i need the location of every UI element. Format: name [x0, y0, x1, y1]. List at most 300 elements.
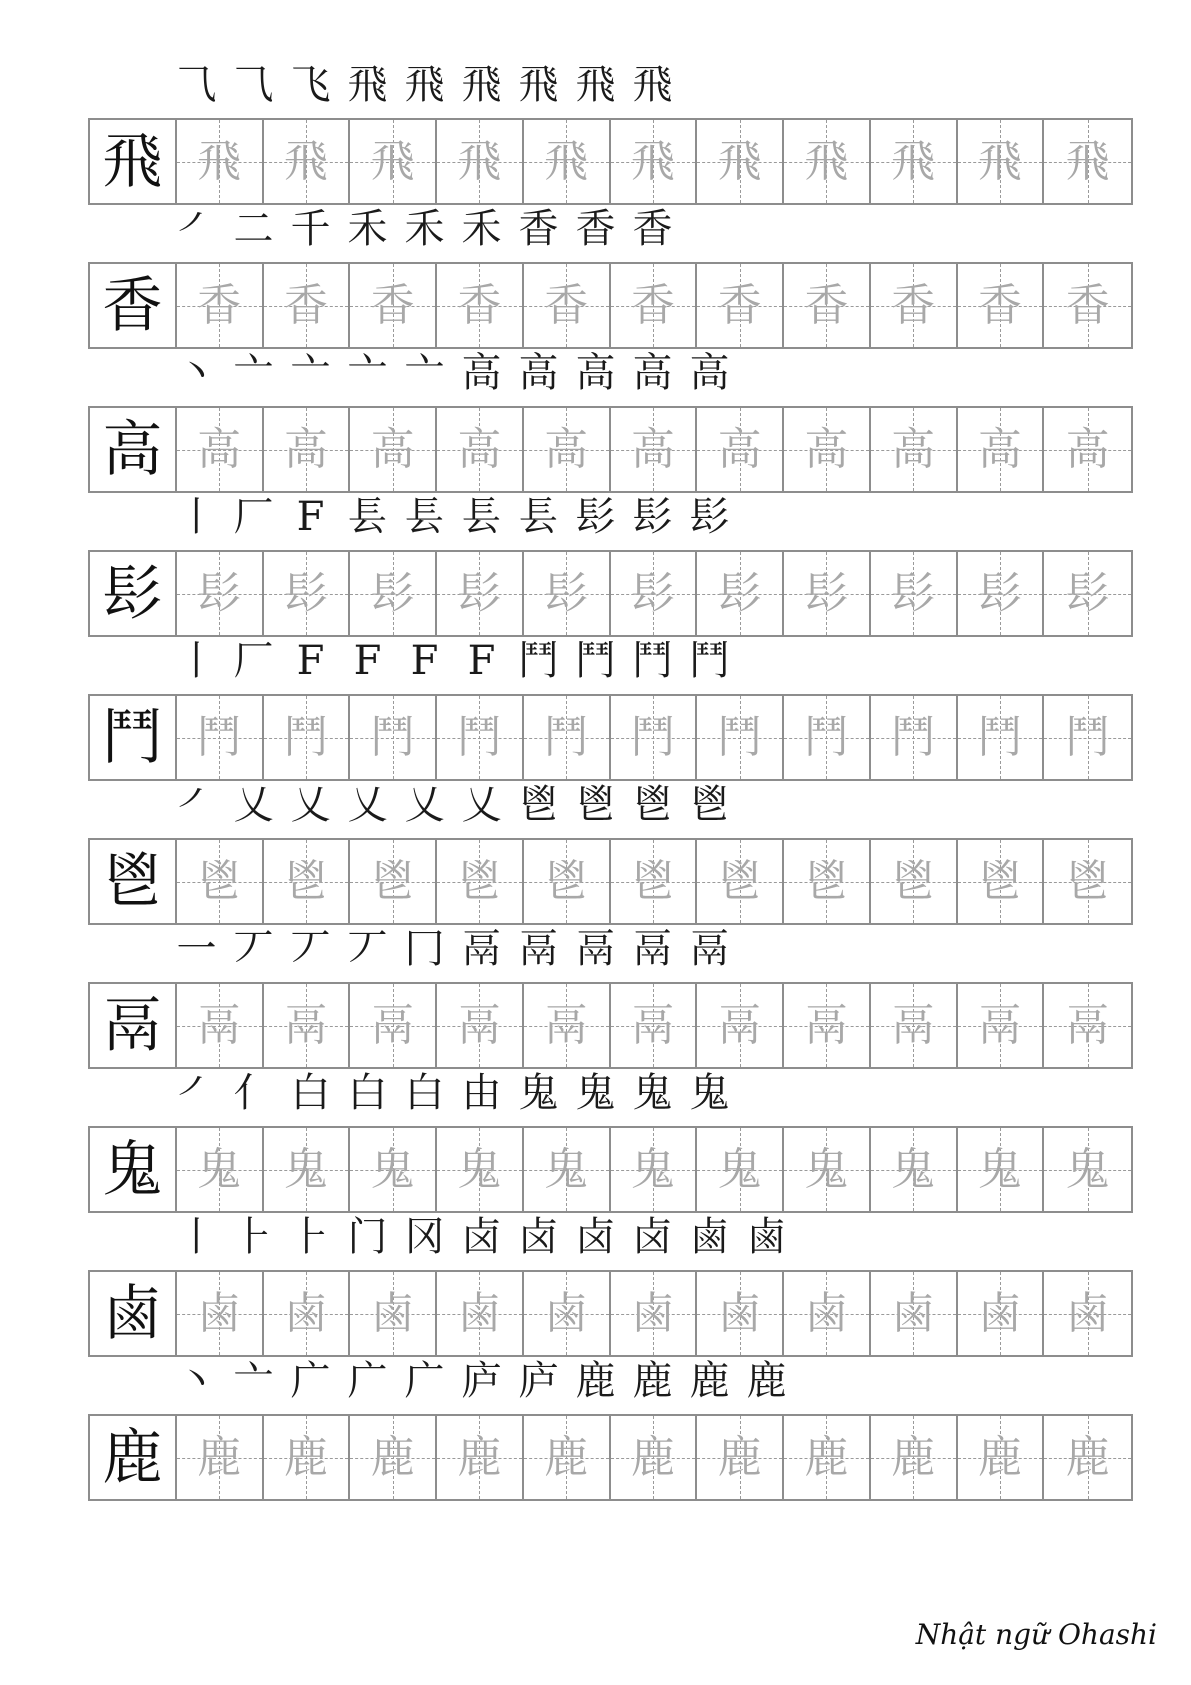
trace-cell	[264, 696, 351, 779]
trace-character: 鬼	[457, 1143, 502, 1195]
stroke-step: 亠	[233, 350, 274, 396]
trace-character: 鬥	[891, 711, 936, 763]
trace-cell	[611, 696, 698, 779]
practice-grid	[88, 118, 1133, 205]
trace-cell	[437, 984, 524, 1067]
trace-cell	[958, 408, 1045, 491]
trace-cell	[697, 552, 784, 635]
trace-cell	[697, 1128, 784, 1211]
trace-character: 鬥	[717, 711, 762, 763]
trace-character: 鬲	[544, 999, 589, 1051]
trace-cell	[524, 840, 611, 923]
trace-character: 鬼	[1065, 1143, 1110, 1195]
trace-character: 髟	[283, 567, 328, 619]
stroke-step: 飛	[575, 62, 616, 108]
stroke-step: 卤	[632, 1214, 673, 1260]
trace-character: 鹵	[1065, 1287, 1110, 1339]
trace-cell	[437, 264, 524, 347]
trace-character: 鬯	[370, 855, 415, 907]
trace-cell	[177, 1272, 264, 1355]
trace-character: 鹿	[544, 1431, 589, 1483]
trace-character: 香	[1065, 279, 1110, 331]
stroke-step: 丶	[176, 350, 217, 396]
trace-character: 鬼	[891, 1143, 936, 1195]
trace-character: 髟	[977, 567, 1022, 619]
trace-cell	[784, 120, 871, 203]
trace-character: 高	[804, 423, 849, 475]
trace-cell	[524, 264, 611, 347]
trace-cell	[784, 1128, 871, 1211]
trace-character: 飛	[544, 135, 589, 187]
trace-character: 高	[630, 423, 675, 475]
trace-character: 鬯	[630, 855, 675, 907]
trace-cell	[871, 1272, 958, 1355]
trace-cell	[958, 552, 1045, 635]
trace-cell	[524, 408, 611, 491]
trace-cell	[177, 840, 264, 923]
stroke-step: 厂	[233, 494, 274, 540]
stroke-order-row	[168, 920, 738, 978]
stroke-order-row	[168, 200, 681, 258]
trace-character: 鹵	[197, 1287, 242, 1339]
trace-cell	[784, 264, 871, 347]
stroke-step: ㇒	[176, 206, 217, 252]
trace-character: 鬲	[457, 999, 502, 1051]
stroke-step: 鬥	[518, 638, 559, 684]
trace-cell	[611, 840, 698, 923]
stroke-order-row	[168, 776, 738, 834]
stroke-step: F	[296, 638, 325, 684]
stroke-step: 飛	[461, 62, 502, 108]
stroke-step: 髟	[632, 494, 673, 540]
trace-cell	[264, 1128, 351, 1211]
trace-character: 鹿	[283, 1431, 328, 1483]
trace-cell	[177, 408, 264, 491]
trace-cell	[871, 1128, 958, 1211]
model-character-cell	[90, 552, 177, 635]
model-character: 鹿	[102, 1422, 163, 1493]
trace-character: 飛	[197, 135, 242, 187]
trace-cell	[871, 984, 958, 1067]
trace-cell	[871, 1416, 958, 1499]
trace-character: 鬲	[1065, 999, 1110, 1051]
trace-cell	[697, 984, 784, 1067]
trace-character: 高	[717, 423, 762, 475]
stroke-step: 乂	[347, 782, 388, 828]
stroke-step: F	[296, 494, 325, 540]
stroke-step: 高	[575, 350, 616, 396]
trace-character: 髟	[717, 567, 762, 619]
trace-character: 鬲	[370, 999, 415, 1051]
trace-character: 香	[804, 279, 849, 331]
trace-cell	[437, 120, 524, 203]
trace-character: 鬯	[977, 855, 1022, 907]
trace-cell	[437, 1272, 524, 1355]
stroke-step: 千	[290, 206, 331, 252]
stroke-step: 乂	[290, 782, 331, 828]
trace-character: 髟	[630, 567, 675, 619]
stroke-step: 香	[575, 206, 616, 252]
trace-cell	[611, 264, 698, 347]
stroke-step: 鬲	[575, 926, 616, 972]
stroke-step: 鬲	[461, 926, 502, 972]
trace-character: 高	[370, 423, 415, 475]
trace-cell	[177, 120, 264, 203]
trace-character: 飛	[717, 135, 762, 187]
trace-cell	[264, 840, 351, 923]
trace-character: 鬥	[544, 711, 589, 763]
character-block	[88, 770, 1133, 926]
trace-cell	[177, 696, 264, 779]
trace-character: 鹿	[630, 1431, 675, 1483]
stroke-order-row	[168, 1064, 738, 1122]
stroke-step: 亻	[233, 1070, 274, 1116]
practice-grid	[88, 406, 1133, 493]
stroke-step: 鬯	[632, 782, 673, 828]
stroke-step: 鬥	[575, 638, 616, 684]
stroke-order-row	[168, 344, 738, 402]
trace-character: 鬯	[717, 855, 762, 907]
trace-character: 鹿	[804, 1431, 849, 1483]
stroke-step: 丶	[176, 1358, 217, 1404]
trace-character: 鬲	[717, 999, 762, 1051]
stroke-step: 香	[632, 206, 673, 252]
trace-character: 鬼	[630, 1143, 675, 1195]
character-block	[88, 626, 1133, 782]
trace-character: 髟	[1065, 567, 1110, 619]
trace-character: 鬼	[283, 1143, 328, 1195]
trace-cell	[264, 264, 351, 347]
trace-cell	[524, 1128, 611, 1211]
stroke-step: 广	[290, 1358, 331, 1404]
trace-cell	[350, 264, 437, 347]
model-character-cell	[90, 1128, 177, 1211]
trace-character: 鬼	[197, 1143, 242, 1195]
trace-character: 飛	[1065, 135, 1110, 187]
trace-character: 鹿	[891, 1431, 936, 1483]
stroke-step: 丨	[176, 494, 217, 540]
trace-character: 高	[283, 423, 328, 475]
stroke-step: 飛	[347, 62, 388, 108]
trace-cell	[958, 264, 1045, 347]
stroke-step: 亠	[290, 350, 331, 396]
trace-character: 鹵	[457, 1287, 502, 1339]
trace-cell	[784, 696, 871, 779]
trace-character: 鹵	[977, 1287, 1022, 1339]
trace-cell	[611, 120, 698, 203]
trace-cell	[350, 1272, 437, 1355]
trace-character: 鹿	[370, 1431, 415, 1483]
trace-cell	[611, 1272, 698, 1355]
stroke-step: 鬲	[689, 926, 730, 972]
trace-character: 香	[370, 279, 415, 331]
trace-character: 香	[457, 279, 502, 331]
trace-character: 髟	[544, 567, 589, 619]
trace-cell	[524, 1272, 611, 1355]
trace-character: 鬼	[544, 1143, 589, 1195]
stroke-step: 丆	[290, 926, 331, 972]
trace-character: 鬯	[283, 855, 328, 907]
stroke-order-row	[168, 488, 738, 546]
trace-character: 鬲	[977, 999, 1022, 1051]
trace-character: 飛	[891, 135, 936, 187]
model-character-cell	[90, 408, 177, 491]
trace-character: 鬯	[1065, 855, 1110, 907]
stroke-order-row	[168, 632, 738, 690]
stroke-step: 高	[461, 350, 502, 396]
trace-cell	[958, 1416, 1045, 1499]
model-character: 香	[102, 270, 163, 341]
stroke-step: 鬥	[689, 638, 730, 684]
model-character: 鬼	[102, 1134, 163, 1205]
trace-cell	[177, 1416, 264, 1499]
trace-character: 香	[717, 279, 762, 331]
stroke-step: ⺊	[233, 1214, 274, 1260]
model-character-cell	[90, 840, 177, 923]
stroke-step: ㇒	[176, 1070, 217, 1116]
trace-character: 飛	[977, 135, 1022, 187]
character-block	[88, 338, 1133, 494]
trace-character: 髟	[197, 567, 242, 619]
character-block	[88, 1058, 1133, 1214]
trace-character: 鹵	[804, 1287, 849, 1339]
trace-cell	[437, 408, 524, 491]
trace-character: 飛	[370, 135, 415, 187]
stroke-step: 丨	[176, 638, 217, 684]
trace-cell	[611, 552, 698, 635]
stroke-step: F	[467, 638, 496, 684]
stroke-step: F	[353, 638, 382, 684]
model-character: 鬥	[102, 702, 163, 773]
trace-character: 髟	[804, 567, 849, 619]
trace-cell	[1044, 1128, 1131, 1211]
stroke-step: ㇒	[176, 782, 217, 828]
trace-character: 高	[1065, 423, 1110, 475]
stroke-step: 镸	[518, 494, 559, 540]
stroke-step: 髟	[689, 494, 730, 540]
practice-grid	[88, 1126, 1133, 1213]
stroke-step: 鬥	[632, 638, 673, 684]
stroke-step: 髟	[575, 494, 616, 540]
trace-cell	[784, 1272, 871, 1355]
stroke-step: 卤	[461, 1214, 502, 1260]
stroke-step: 一	[176, 926, 217, 972]
model-character: 高	[102, 414, 163, 485]
practice-grid	[88, 694, 1133, 781]
trace-character: 鬲	[630, 999, 675, 1051]
trace-character: 鹵	[283, 1287, 328, 1339]
stroke-step: 镸	[461, 494, 502, 540]
trace-cell	[437, 1416, 524, 1499]
trace-cell	[784, 840, 871, 923]
trace-character: 鬥	[1065, 711, 1110, 763]
trace-cell	[871, 696, 958, 779]
trace-cell	[264, 552, 351, 635]
practice-grid	[88, 262, 1133, 349]
trace-cell	[437, 696, 524, 779]
trace-cell	[1044, 984, 1131, 1067]
stroke-step: 丨	[176, 1214, 217, 1260]
trace-cell	[871, 408, 958, 491]
stroke-step: 乂	[233, 782, 274, 828]
stroke-step: 鬯	[518, 782, 559, 828]
stroke-step: 鬯	[689, 782, 730, 828]
stroke-step: 鬼	[575, 1070, 616, 1116]
trace-cell	[1044, 552, 1131, 635]
character-block	[88, 482, 1133, 638]
model-character-cell	[90, 120, 177, 203]
character-block	[88, 1346, 1133, 1502]
trace-character: 鬲	[283, 999, 328, 1051]
model-character-cell	[90, 1272, 177, 1355]
trace-character: 高	[891, 423, 936, 475]
stroke-step: 镸	[347, 494, 388, 540]
trace-character: 香	[977, 279, 1022, 331]
trace-character: 鬥	[197, 711, 242, 763]
trace-character: 香	[283, 279, 328, 331]
trace-cell	[958, 120, 1045, 203]
trace-character: 高	[197, 423, 242, 475]
practice-grid	[88, 1270, 1133, 1357]
stroke-step: 广	[404, 1358, 445, 1404]
stroke-order-row	[168, 56, 681, 114]
stroke-step: 二	[233, 206, 274, 252]
model-character: 鬲	[102, 990, 163, 1061]
character-block	[88, 50, 1133, 206]
practice-grid	[88, 838, 1133, 925]
trace-cell	[524, 984, 611, 1067]
model-character: 鬯	[102, 846, 163, 917]
trace-character: 鬼	[977, 1143, 1022, 1195]
trace-character: 鬥	[804, 711, 849, 763]
model-character-cell	[90, 984, 177, 1067]
trace-cell	[264, 1272, 351, 1355]
model-character: 髟	[102, 558, 163, 629]
trace-cell	[697, 1272, 784, 1355]
stroke-step: 高	[518, 350, 559, 396]
trace-cell	[958, 984, 1045, 1067]
trace-character: 鬯	[804, 855, 849, 907]
trace-character: 香	[630, 279, 675, 331]
stroke-step: 庐	[518, 1358, 559, 1404]
trace-cell	[611, 984, 698, 1067]
trace-character: 鹿	[977, 1431, 1022, 1483]
trace-cell	[1044, 264, 1131, 347]
trace-cell	[350, 696, 437, 779]
trace-character: 鬯	[891, 855, 936, 907]
stroke-step: 飛	[404, 62, 445, 108]
stroke-step: 飛	[518, 62, 559, 108]
trace-character: 鬯	[197, 855, 242, 907]
stroke-step: 高	[632, 350, 673, 396]
trace-cell	[437, 552, 524, 635]
stroke-step: 鬼	[632, 1070, 673, 1116]
trace-character: 高	[457, 423, 502, 475]
stroke-step: 乂	[404, 782, 445, 828]
stroke-step: 亠	[233, 1358, 274, 1404]
trace-cell	[871, 264, 958, 347]
stroke-step: 禾	[347, 206, 388, 252]
trace-cell	[697, 696, 784, 779]
trace-cell	[697, 408, 784, 491]
character-block	[88, 194, 1133, 350]
trace-cell	[611, 408, 698, 491]
stroke-step: ⺄	[176, 62, 217, 108]
trace-character: 鹵	[891, 1287, 936, 1339]
trace-cell	[524, 1416, 611, 1499]
trace-cell	[264, 408, 351, 491]
trace-cell	[177, 552, 264, 635]
trace-cell	[350, 120, 437, 203]
trace-cell	[177, 264, 264, 347]
trace-cell	[350, 984, 437, 1067]
model-character: 鹵	[102, 1278, 163, 1349]
trace-cell	[264, 984, 351, 1067]
trace-character: 鹵	[717, 1287, 762, 1339]
trace-character: 高	[977, 423, 1022, 475]
stroke-step: 高	[689, 350, 730, 396]
model-character-cell	[90, 1416, 177, 1499]
trace-cell	[350, 552, 437, 635]
trace-cell	[697, 1416, 784, 1499]
trace-character: 鹿	[457, 1431, 502, 1483]
brand-signature: Nhật ngữ Ohashi	[915, 1618, 1157, 1651]
stroke-step: 厂	[233, 638, 274, 684]
stroke-step: 由	[461, 1070, 502, 1116]
character-block	[88, 914, 1133, 1070]
trace-cell	[871, 552, 958, 635]
trace-cell	[177, 1128, 264, 1211]
stroke-step: 鹵	[689, 1214, 730, 1260]
trace-character: 飛	[283, 135, 328, 187]
stroke-step: 丆	[233, 926, 274, 972]
trace-cell	[350, 1416, 437, 1499]
stroke-step: 鹿	[689, 1358, 730, 1404]
trace-cell	[264, 120, 351, 203]
character-block	[88, 1202, 1133, 1358]
stroke-step: 禾	[404, 206, 445, 252]
trace-cell	[350, 1128, 437, 1211]
trace-cell	[1044, 840, 1131, 923]
stroke-step: 乂	[461, 782, 502, 828]
trace-character: 髟	[457, 567, 502, 619]
trace-cell	[524, 552, 611, 635]
trace-cell	[524, 696, 611, 779]
stroke-step: ⺊	[290, 1214, 331, 1260]
stroke-order-row	[168, 1208, 795, 1266]
trace-character: 鹵	[630, 1287, 675, 1339]
trace-cell	[697, 120, 784, 203]
trace-character: 鬥	[283, 711, 328, 763]
trace-cell	[958, 1272, 1045, 1355]
trace-cell	[958, 1128, 1045, 1211]
trace-character: 鬼	[370, 1143, 415, 1195]
stroke-step: 卤	[518, 1214, 559, 1260]
trace-cell	[697, 840, 784, 923]
trace-cell	[350, 408, 437, 491]
trace-character: 高	[544, 423, 589, 475]
trace-character: 鹵	[370, 1287, 415, 1339]
practice-grid	[88, 1414, 1133, 1501]
trace-character: 鹿	[1065, 1431, 1110, 1483]
stroke-step: 鹵	[746, 1214, 787, 1260]
trace-character: 鹿	[197, 1431, 242, 1483]
trace-character: 鬥	[457, 711, 502, 763]
stroke-step: F	[410, 638, 439, 684]
stroke-step: 鹿	[632, 1358, 673, 1404]
trace-character: 鹿	[717, 1431, 762, 1483]
trace-character: 鬲	[804, 999, 849, 1051]
